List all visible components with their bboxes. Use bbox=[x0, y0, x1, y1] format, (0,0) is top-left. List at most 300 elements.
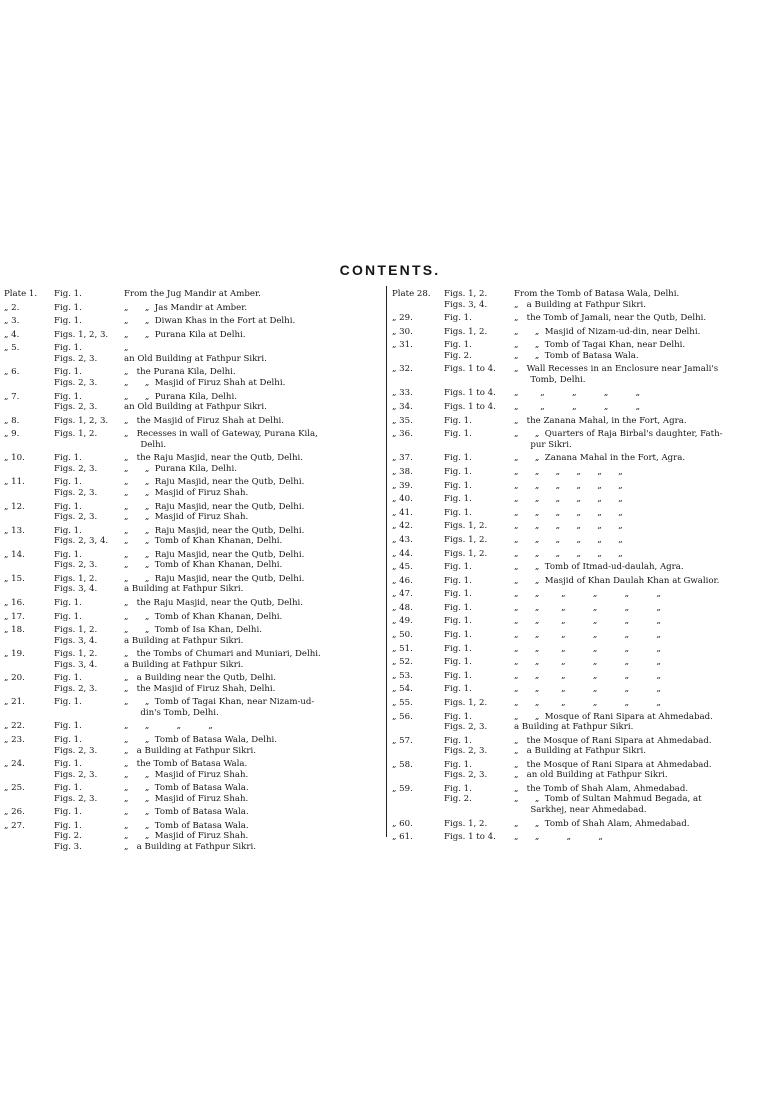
plate-number: „ 13. bbox=[4, 525, 25, 536]
plate-number: „ 59. bbox=[392, 783, 413, 794]
description-line: „ „ Purana Kila at Delhi. bbox=[124, 329, 246, 340]
description-line: „ the Raju Masjid, near the Qutb, Delhi. bbox=[124, 453, 304, 464]
contents-entry bbox=[4, 735, 380, 756]
description-line: „ „ „ „ „ „ bbox=[514, 698, 661, 709]
contents-entry bbox=[392, 819, 776, 830]
plate-description bbox=[124, 821, 380, 853]
description-line: pur Sikri. bbox=[514, 439, 572, 450]
description-line: „ „ „ „ „ „ bbox=[514, 670, 661, 681]
description-line: „ an old Building at Fathpur Sikri. bbox=[514, 770, 668, 781]
contents-entry bbox=[4, 392, 380, 413]
figure-ref: Figs. 1, 2. bbox=[54, 429, 98, 440]
plate-number: „ 6. bbox=[4, 367, 20, 378]
figure-ref: Fig. 1. bbox=[444, 602, 472, 613]
plate-number: „ 36. bbox=[392, 429, 413, 440]
page-title: CONTENTS. bbox=[339, 262, 441, 278]
contents-entry bbox=[4, 649, 380, 670]
figure-ref: Fig. 1. bbox=[444, 453, 472, 464]
contents-entry bbox=[392, 481, 776, 492]
plate-description bbox=[124, 625, 380, 646]
figure-ref: Fig. 1. bbox=[54, 807, 82, 818]
figure-refs bbox=[54, 453, 124, 474]
figure-refs bbox=[444, 562, 514, 573]
figure-ref: Figs. 1, 2, 3. bbox=[54, 415, 109, 426]
figure-ref: Figs. 1, 2. bbox=[54, 625, 98, 636]
figure-ref: Fig. 1. bbox=[444, 466, 472, 477]
description-line: „ a Building at Fathpur Sikri. bbox=[124, 745, 256, 756]
plate-number: „ 40. bbox=[392, 494, 413, 505]
plate-description bbox=[514, 416, 776, 427]
figure-ref: Fig. 2. bbox=[54, 831, 82, 842]
description-line: „ „ Diwan Khas in the Fort at Delhi. bbox=[124, 316, 296, 327]
figure-refs bbox=[54, 783, 124, 804]
plate-number: „ 27. bbox=[4, 820, 25, 831]
description-line: „ „ Purana Kila, Delhi. bbox=[124, 463, 237, 474]
plate-number: „ 37. bbox=[392, 453, 413, 464]
description-line: „ the Masjid of Firuz Shah at Delhi. bbox=[124, 415, 284, 426]
contents-entry bbox=[392, 313, 776, 324]
figure-refs bbox=[444, 819, 514, 830]
contents-entry bbox=[4, 416, 380, 427]
description-line: an Old Building at Fathpur Sikri. bbox=[124, 353, 267, 364]
figure-ref: Figs. 2, 3. bbox=[54, 683, 98, 694]
description-line: „ „ „ „ „ „ bbox=[514, 548, 623, 559]
figure-refs bbox=[54, 673, 124, 694]
figure-refs bbox=[444, 494, 514, 505]
plate-number: „ 2. bbox=[4, 302, 20, 313]
description-line: „ „ „ „ „ bbox=[514, 388, 641, 399]
contents-entry bbox=[392, 644, 776, 655]
description-line: „ „ Tomb of Tagai Khan, near Delhi. bbox=[514, 340, 686, 351]
plate-description bbox=[124, 807, 380, 818]
description-line: „ „ „ „ bbox=[514, 832, 603, 843]
figure-refs bbox=[444, 832, 514, 843]
plate-number: „ 15. bbox=[4, 573, 25, 584]
figure-refs bbox=[54, 574, 124, 595]
description-line: „ „ Masjid of Firuz Shah. bbox=[124, 512, 249, 523]
contents-entry bbox=[4, 807, 380, 818]
figure-refs bbox=[444, 313, 514, 324]
figure-ref: Fig. 1. bbox=[444, 643, 472, 654]
figure-ref: Fig. 1. bbox=[444, 480, 472, 491]
figure-ref: Fig. 1. bbox=[444, 670, 472, 681]
figure-ref: Fig. 1. bbox=[54, 759, 82, 770]
figure-refs bbox=[54, 649, 124, 670]
figure-ref: Figs. 1, 2. bbox=[444, 534, 488, 545]
plate-number: „ 19. bbox=[4, 649, 25, 660]
plate-description bbox=[514, 340, 776, 361]
figure-ref: Figs. 2, 3. bbox=[54, 793, 98, 804]
plate-number: „ 57. bbox=[392, 735, 413, 746]
figure-ref: Figs. 1, 2. bbox=[444, 818, 488, 829]
figure-ref: Fig. 1. bbox=[54, 783, 82, 794]
description-line: „ „ Masjid of Firuz Shah. bbox=[124, 793, 249, 804]
plate-number: „ 35. bbox=[392, 415, 413, 426]
plate-number: „ 60. bbox=[392, 818, 413, 829]
figure-ref: Fig. 1. bbox=[54, 721, 82, 732]
contents-entry bbox=[392, 630, 776, 641]
description-line: „ „ Tomb of Itmad-ud-daulah, Agra. bbox=[514, 562, 684, 573]
contents-entry bbox=[392, 508, 776, 519]
plate-description bbox=[514, 429, 776, 450]
description-line: „ „ Tomb of Batasa Wala. bbox=[124, 807, 249, 818]
contents-entry bbox=[392, 736, 776, 757]
figure-ref: Fig. 3. bbox=[54, 841, 82, 852]
plate-description bbox=[514, 549, 776, 560]
plate-number: „ 23. bbox=[4, 735, 25, 746]
figure-ref: Fig. 1. bbox=[54, 367, 82, 378]
plate-number: „ 44. bbox=[392, 548, 413, 559]
figure-ref: Fig. 1. bbox=[444, 415, 472, 426]
plate-description bbox=[124, 526, 380, 547]
plate-description bbox=[514, 684, 776, 695]
figure-refs bbox=[444, 760, 514, 781]
plate-number: „ 18. bbox=[4, 625, 25, 636]
description-line: „ „ Tomb of Shah Alam, Ahmedabad. bbox=[514, 818, 690, 829]
figure-ref: Figs. 2, 3. bbox=[54, 512, 98, 523]
description-line: „ „ „ „ „ „ bbox=[514, 684, 661, 695]
plate-number: „ 24. bbox=[4, 759, 25, 770]
plate-description bbox=[514, 603, 776, 614]
description-line: „ „ Raju Masjid, near the Qutb, Delhi. bbox=[124, 549, 305, 560]
description-line: „ a Building at Fathpur Sikri. bbox=[124, 841, 256, 852]
description-line: „ „ Masjid of Firuz Shah. bbox=[124, 831, 249, 842]
figure-ref: Fig. 1. bbox=[444, 589, 472, 600]
figure-refs bbox=[444, 535, 514, 546]
figure-ref: Fig. 1. bbox=[54, 525, 82, 536]
figure-refs bbox=[54, 598, 124, 609]
plate-number: „ 17. bbox=[4, 611, 25, 622]
figure-ref: Figs. 1, 2. bbox=[444, 698, 488, 709]
figure-refs bbox=[444, 630, 514, 641]
plate-description bbox=[514, 289, 776, 310]
contents-entry bbox=[4, 697, 380, 718]
description-line: „ „ Raju Masjid, near the Qutb, Delhi. bbox=[124, 501, 305, 512]
plate-description bbox=[124, 735, 380, 756]
figure-ref: Figs. 2, 3. bbox=[54, 560, 98, 571]
description-line: „ the Tomb of Jamali, near the Qutb, Delhi. bbox=[514, 313, 707, 324]
contents-entry bbox=[392, 388, 776, 399]
plate-number: „ 5. bbox=[4, 343, 20, 354]
description-line: „ „ Tomb of Batasa Wala, Delhi. bbox=[124, 735, 278, 746]
plate-number: „ 29. bbox=[392, 313, 413, 324]
plate-number: „ 58. bbox=[392, 759, 413, 770]
plate-description bbox=[514, 712, 776, 733]
plate-description bbox=[514, 698, 776, 709]
plate-description bbox=[514, 630, 776, 641]
description-line: „ „ „ „ „ „ bbox=[514, 494, 623, 505]
plate-number: „ 55. bbox=[392, 698, 413, 709]
description-line: „ a Building at Fathpur Sikri. bbox=[514, 746, 646, 757]
figure-ref: Fig. 1. bbox=[54, 391, 82, 402]
description-line: „ „ Masjid of Firuz Shah. bbox=[124, 487, 249, 498]
plate-description bbox=[124, 649, 380, 670]
plate-description bbox=[124, 416, 380, 427]
plate-number: „ 12. bbox=[4, 501, 25, 512]
figure-ref: Fig. 1. bbox=[54, 549, 82, 560]
plate-description bbox=[514, 576, 776, 587]
description-line: „ „ „ „ „ „ bbox=[514, 616, 661, 627]
description-line: „ the Tombs of Chumari and Muniari, Delhi. bbox=[124, 649, 321, 660]
plate-description bbox=[124, 598, 380, 609]
plate-number: „ 47. bbox=[392, 589, 413, 600]
contents-column-right bbox=[392, 289, 776, 846]
description-line: From the Tomb of Batasa Wala, Delhi. bbox=[514, 289, 680, 299]
plate-number: „ 41. bbox=[392, 507, 413, 518]
contents-entry bbox=[4, 453, 380, 474]
figure-refs bbox=[54, 721, 124, 732]
plate-description bbox=[514, 832, 776, 843]
contents-entry bbox=[392, 671, 776, 682]
contents-entry bbox=[4, 783, 380, 804]
figure-ref: Fig. 1. bbox=[444, 562, 472, 573]
contents-entry bbox=[392, 429, 776, 450]
plate-number: „ 43. bbox=[392, 534, 413, 545]
figure-ref: Figs. 1 to 4. bbox=[444, 388, 496, 399]
plate-number: „ 32. bbox=[392, 364, 413, 375]
contents-entry bbox=[392, 657, 776, 668]
plate-description bbox=[124, 429, 380, 450]
figure-ref: Fig. 1. bbox=[54, 697, 82, 708]
contents-entry bbox=[392, 784, 776, 816]
contents-entry bbox=[392, 402, 776, 413]
figure-ref: Fig. 2. bbox=[444, 794, 472, 805]
contents-entry bbox=[4, 367, 380, 388]
description-line: „ „ Raju Masjid, near the Qutb, Delhi. bbox=[124, 525, 305, 536]
figure-refs bbox=[444, 521, 514, 532]
contents-entry bbox=[392, 760, 776, 781]
plate-description bbox=[124, 697, 380, 718]
figure-refs bbox=[444, 657, 514, 668]
plate-description bbox=[124, 673, 380, 694]
figure-ref: Figs. 2, 3. bbox=[444, 746, 488, 757]
plate-description bbox=[514, 644, 776, 655]
plate-description bbox=[514, 819, 776, 830]
figure-ref: Fig. 1. bbox=[444, 340, 472, 351]
plate-number: „ 42. bbox=[392, 521, 413, 532]
figure-refs bbox=[54, 625, 124, 646]
plate-description bbox=[514, 494, 776, 505]
figure-refs bbox=[444, 712, 514, 733]
plate-description bbox=[124, 316, 380, 327]
figure-ref: Fig. 1. bbox=[444, 783, 472, 794]
figure-refs bbox=[444, 416, 514, 427]
plate-number: „ 53. bbox=[392, 670, 413, 681]
contents-entry bbox=[392, 684, 776, 695]
contents-entry bbox=[392, 576, 776, 587]
contents-entry bbox=[392, 535, 776, 546]
plate-description bbox=[124, 303, 380, 314]
description-line: „ the Masjid of Firuz Shah, Delhi. bbox=[124, 683, 276, 694]
figure-refs bbox=[54, 612, 124, 623]
description-line: „ „ „ „ „ „ bbox=[514, 643, 661, 654]
figure-refs bbox=[444, 364, 514, 385]
contents-entry bbox=[392, 698, 776, 709]
plate-description bbox=[124, 367, 380, 388]
description-line: „ „ Masjid of Firuz Shah. bbox=[124, 769, 249, 780]
description-line: „ „ Purana Kila, Delhi. bbox=[124, 391, 237, 402]
description-line: „ „ Masjid of Firuz Shah at Delhi. bbox=[124, 377, 286, 388]
description-line: „ „ Raju Masjid, near the Qutb, Delhi. bbox=[124, 573, 305, 584]
description-line: din's Tomb, Delhi. bbox=[124, 707, 219, 718]
description-line: „ the Zanana Mahal, in the Fort, Agra. bbox=[514, 415, 687, 426]
figure-refs bbox=[444, 603, 514, 614]
figure-ref: Figs. 2, 3. bbox=[444, 722, 488, 733]
figure-refs bbox=[54, 303, 124, 314]
figure-ref: Fig. 1. bbox=[444, 630, 472, 641]
plate-number: „ 56. bbox=[392, 711, 413, 722]
description-line: „ „ „ „ „ „ bbox=[514, 480, 623, 491]
contents-entry bbox=[392, 467, 776, 478]
figure-ref: Fig. 1. bbox=[54, 316, 82, 327]
figure-refs bbox=[444, 481, 514, 492]
figure-refs bbox=[444, 402, 514, 413]
contents-entry bbox=[4, 821, 380, 853]
plate-description bbox=[514, 481, 776, 492]
figure-ref: Figs. 3, 4. bbox=[54, 659, 98, 670]
description-line: „ „ „ „ „ „ bbox=[514, 534, 623, 545]
contents-entry bbox=[4, 625, 380, 646]
figure-refs bbox=[444, 684, 514, 695]
figure-refs bbox=[54, 526, 124, 547]
figure-ref: Figs. 1, 2. bbox=[444, 326, 488, 337]
figure-ref: Fig. 1. bbox=[54, 820, 82, 831]
figure-refs bbox=[54, 477, 124, 498]
figure-ref: Figs. 1 to 4. bbox=[444, 364, 496, 375]
contents-entry bbox=[392, 589, 776, 600]
figure-ref: Fig. 1. bbox=[54, 597, 82, 608]
contents-entry bbox=[4, 721, 380, 732]
description-line: a Building at Fathpur Sikri. bbox=[124, 659, 244, 670]
figure-refs bbox=[54, 316, 124, 327]
plate-number: „ 14. bbox=[4, 549, 25, 560]
contents-entry bbox=[392, 549, 776, 560]
figure-refs bbox=[444, 549, 514, 560]
plate-number: „ 61. bbox=[392, 832, 413, 843]
description-line: „ the Purana Kila, Delhi. bbox=[124, 367, 236, 378]
figure-refs bbox=[54, 416, 124, 427]
contents-entry bbox=[4, 316, 380, 327]
plate-number: „ 3. bbox=[4, 316, 20, 327]
contents-entry bbox=[4, 598, 380, 609]
plate-number: „ 34. bbox=[392, 402, 413, 413]
figure-ref: Fig. 1. bbox=[54, 302, 82, 313]
description-line: „ „ „ „ „ „ bbox=[514, 630, 661, 641]
plate-description bbox=[124, 550, 380, 571]
figure-refs bbox=[444, 508, 514, 519]
description-line: „ „ Mosque of Rani Sipara at Ahmedabad. bbox=[514, 711, 713, 722]
plate-description bbox=[124, 721, 380, 732]
figure-ref: Figs. 2, 3. bbox=[54, 402, 98, 413]
figure-refs bbox=[54, 392, 124, 413]
description-line: „ „ Quarters of Raja Birbal's daughter, Fath- bbox=[514, 429, 723, 440]
figure-ref: Figs. 2, 3. bbox=[444, 770, 488, 781]
plate-description bbox=[514, 657, 776, 668]
figure-ref: Figs. 2, 3. bbox=[54, 377, 98, 388]
contents-entry bbox=[4, 574, 380, 595]
description-line: „ „ Jas Mandir at Amber. bbox=[124, 302, 248, 313]
plate-description bbox=[514, 616, 776, 627]
plate-number: Plate 28. bbox=[392, 289, 431, 299]
plate-description bbox=[514, 313, 776, 324]
description-line: Sarkhej, near Ahmedabad. bbox=[514, 804, 647, 815]
plate-number: „ 48. bbox=[392, 602, 413, 613]
figure-refs bbox=[444, 576, 514, 587]
figure-ref: Fig. 1. bbox=[54, 453, 82, 464]
figure-ref: Figs. 2, 3, 4. bbox=[54, 536, 109, 547]
description-line: Tomb, Delhi. bbox=[514, 374, 586, 385]
figure-ref: Fig. 1. bbox=[54, 501, 82, 512]
plate-description bbox=[124, 392, 380, 413]
figure-refs bbox=[54, 429, 124, 450]
figure-ref: Figs. 1 to 4. bbox=[444, 402, 496, 413]
plate-description bbox=[124, 453, 380, 474]
description-line: „ „ Tomb of Isa Khan, Delhi. bbox=[124, 625, 262, 636]
figure-refs bbox=[444, 698, 514, 709]
description-line: „ the Mosque of Rani Sipara at Ahmedabad. bbox=[514, 759, 712, 770]
description-line: „ „ „ „ „ „ bbox=[514, 602, 661, 613]
contents-entry bbox=[392, 416, 776, 427]
figure-refs bbox=[54, 697, 124, 718]
description-line: „ „ Tomb of Batasa Wala. bbox=[514, 350, 639, 361]
description-line: a Building at Fathpur Sikri. bbox=[124, 635, 244, 646]
plate-description bbox=[514, 535, 776, 546]
figure-refs bbox=[54, 821, 124, 853]
figure-refs bbox=[444, 644, 514, 655]
figure-ref: Fig. 1. bbox=[54, 735, 82, 746]
plate-number: „ 25. bbox=[4, 783, 25, 794]
plate-description bbox=[124, 289, 380, 300]
description-line: „ „ Tomb of Sultan Mahmud Begada, at bbox=[514, 794, 702, 805]
figure-refs bbox=[54, 330, 124, 341]
contents-entry bbox=[392, 832, 776, 843]
plate-number: „ 21. bbox=[4, 697, 25, 708]
description-line: „ „ Tomb of Batasa Wala. bbox=[124, 820, 249, 831]
contents-entry bbox=[4, 289, 380, 300]
plate-number: „ 8. bbox=[4, 415, 20, 426]
contents-entry bbox=[392, 340, 776, 361]
figure-refs bbox=[444, 671, 514, 682]
description-line: „ „ „ „ „ bbox=[514, 402, 641, 413]
figure-ref: Fig. 1. bbox=[444, 313, 472, 324]
figure-ref: Figs. 1, 2. bbox=[444, 289, 488, 299]
contents-column-left bbox=[4, 289, 380, 856]
figure-ref: Figs. 3, 4. bbox=[444, 299, 488, 310]
description-line: „ the Tomb of Shah Alam, Ahmedabad. bbox=[514, 783, 689, 794]
description-line: „ a Building at Fathpur Sikri. bbox=[514, 299, 646, 310]
figure-refs bbox=[54, 367, 124, 388]
description-line: „ „ „ „ „ „ bbox=[514, 657, 661, 668]
plate-number: „ 46. bbox=[392, 575, 413, 586]
contents-entry bbox=[392, 364, 776, 385]
figure-refs bbox=[444, 589, 514, 600]
description-line: „ „ Tomb of Khan Khanan, Delhi. bbox=[124, 611, 283, 622]
contents-entry bbox=[4, 673, 380, 694]
figure-ref: Fig. 1. bbox=[444, 616, 472, 627]
contents-entry bbox=[392, 289, 776, 310]
figure-ref: Figs. 2, 3. bbox=[54, 769, 98, 780]
plate-description bbox=[124, 612, 380, 623]
figure-refs bbox=[444, 736, 514, 757]
figure-ref: Fig. 1. bbox=[54, 289, 82, 299]
figure-ref: Fig. 1. bbox=[54, 673, 82, 684]
figure-refs bbox=[444, 388, 514, 399]
plate-number: „ 52. bbox=[392, 657, 413, 668]
figure-refs bbox=[54, 807, 124, 818]
contents-entry bbox=[392, 521, 776, 532]
description-line: „ „ Tomb of Khan Khanan, Delhi. bbox=[124, 560, 283, 571]
figure-ref: Figs. 1, 2. bbox=[54, 573, 98, 584]
